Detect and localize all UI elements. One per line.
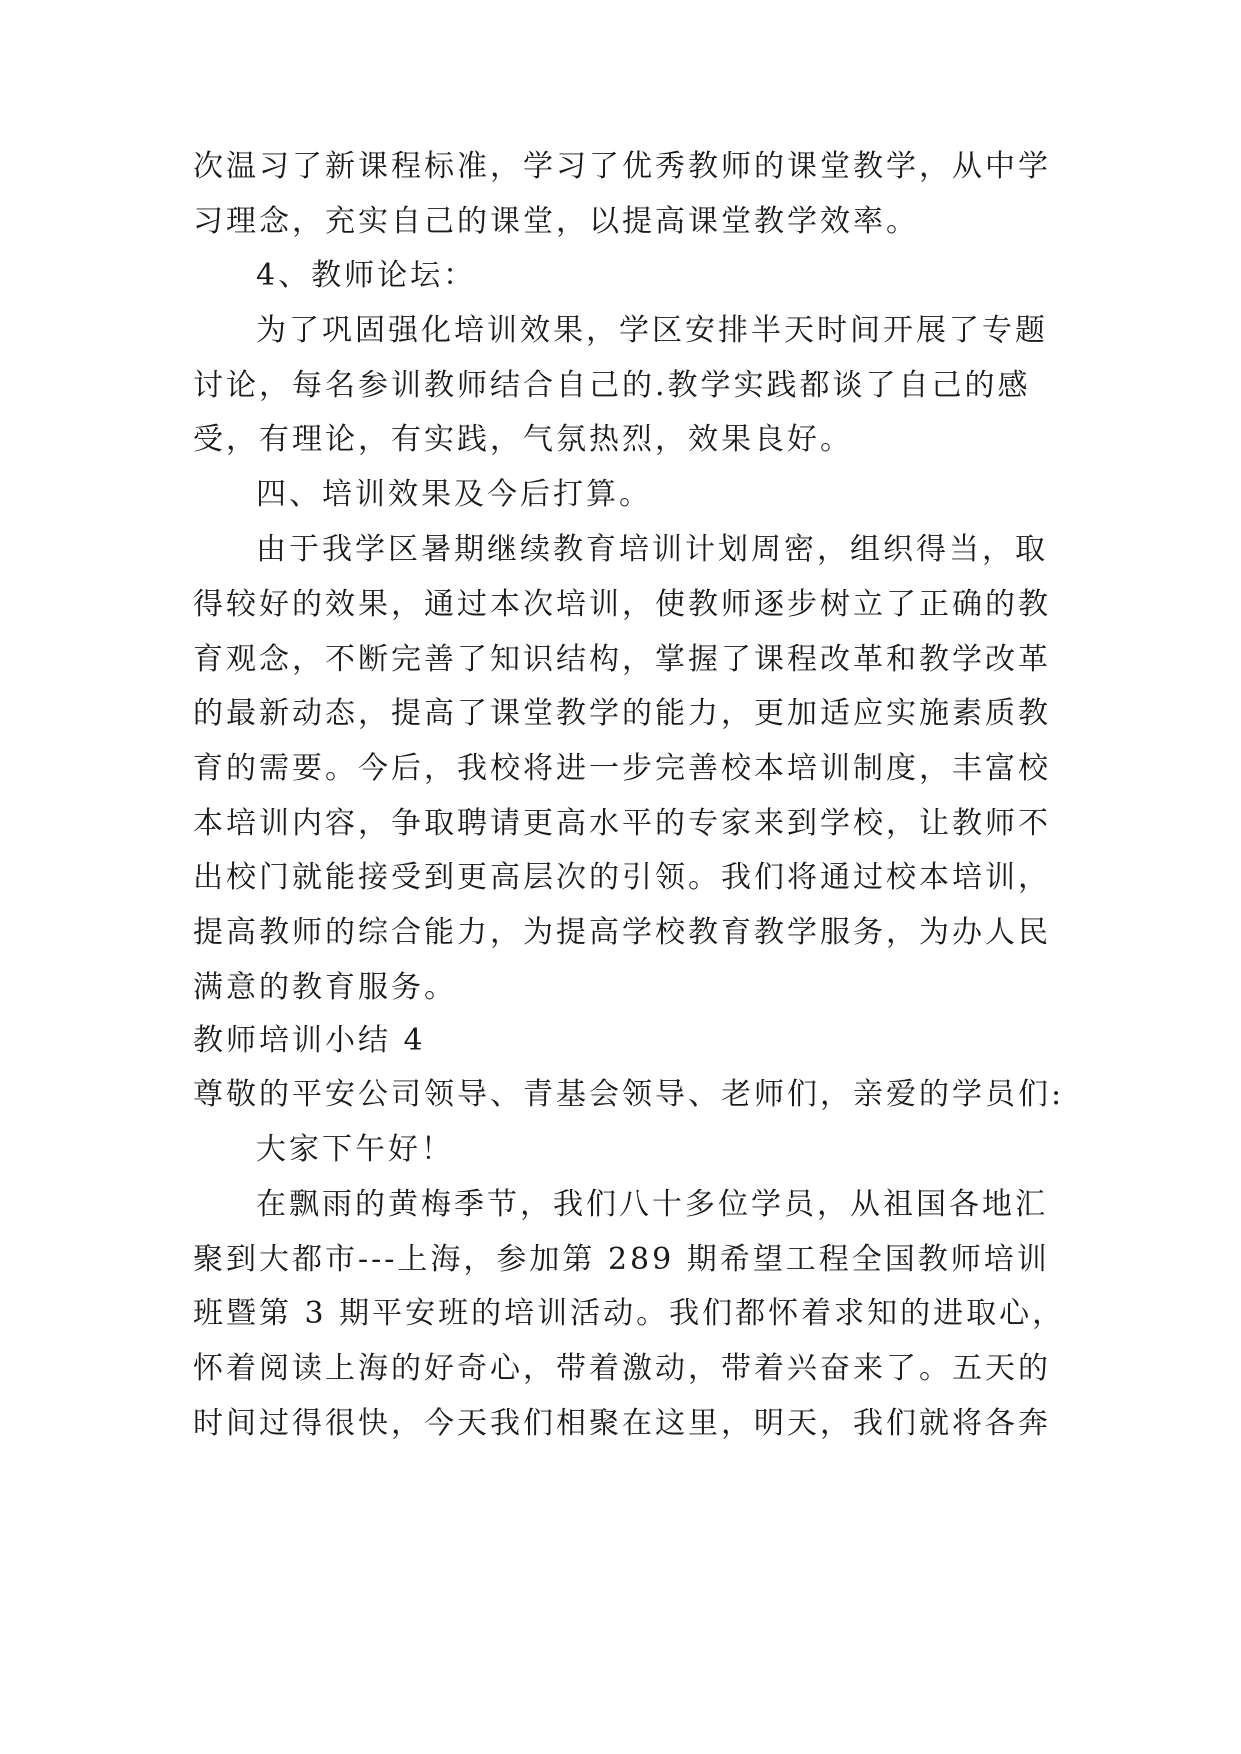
- text-line: 得较好的效果，通过本次培训，使教师逐步树立了正确的教: [193, 587, 1051, 622]
- text-line: 本培训内容，争取聘请更高水平的专家来到学校，让教师不: [193, 806, 1051, 841]
- text-line: 提高教师的综合能力，为提高学校教育教学服务，为办人民: [193, 915, 1051, 950]
- section-title: 教师培训小结 4: [193, 1023, 426, 1058]
- text-line: 受，有理论，有实践，气氛热烈，效果良好。: [193, 422, 853, 457]
- text-line: 聚到大都市---上海，参加第 289 期希望工程全国教师培训: [193, 1242, 1050, 1277]
- text-line: 怀着阅读上海的好奇心，带着激动，带着兴奋来了。五天的: [193, 1351, 1051, 1386]
- text-line: 的最新动态，提高了课堂教学的能力，更加适应实施素质教: [193, 696, 1051, 731]
- text-line: 习理念，充实自己的课堂，以提高课堂教学效率。: [193, 204, 919, 239]
- salutation: 尊敬的平安公司领导、青基会领导、老师们，亲爱的学员们:: [193, 1077, 1065, 1112]
- section-heading: 4、教师论坛：: [256, 258, 477, 293]
- text-line: 为了巩固强化培训效果，学区安排半天时间开展了专题: [256, 313, 1048, 348]
- text-line: 由于我学区暑期继续教育培训计划周密，组织得当，取: [256, 532, 1048, 567]
- text-line: 班暨第 3 期平安班的培训活动。我们都怀着求知的进取心，: [193, 1296, 1066, 1331]
- section-heading: 四、培训效果及今后打算。: [256, 477, 652, 512]
- text-line: 在飘雨的黄梅季节，我们八十多位学员，从祖国各地汇: [256, 1187, 1048, 1222]
- text-line: 讨论，每名参训教师结合自己的.教学实践都谈了自己的感: [193, 368, 1031, 403]
- text-line: 满意的教育服务。: [193, 970, 457, 1005]
- text-line: 育的需要。今后，我校将进一步完善校本培训制度，丰富校: [193, 751, 1051, 786]
- text-line: 次温习了新课程标准，学习了优秀教师的课堂教学，从中学: [193, 149, 1051, 184]
- text-line: 育观念，不断完善了知识结构，掌握了课程改革和教学改革: [193, 642, 1051, 677]
- text-line: 时间过得很快，今天我们相聚在这里，明天，我们就将各奔: [193, 1406, 1051, 1441]
- text-line: 出校门就能接受到更高层次的引领。我们将通过校本培训，: [193, 860, 1051, 895]
- greeting: 大家下午好！: [256, 1132, 454, 1167]
